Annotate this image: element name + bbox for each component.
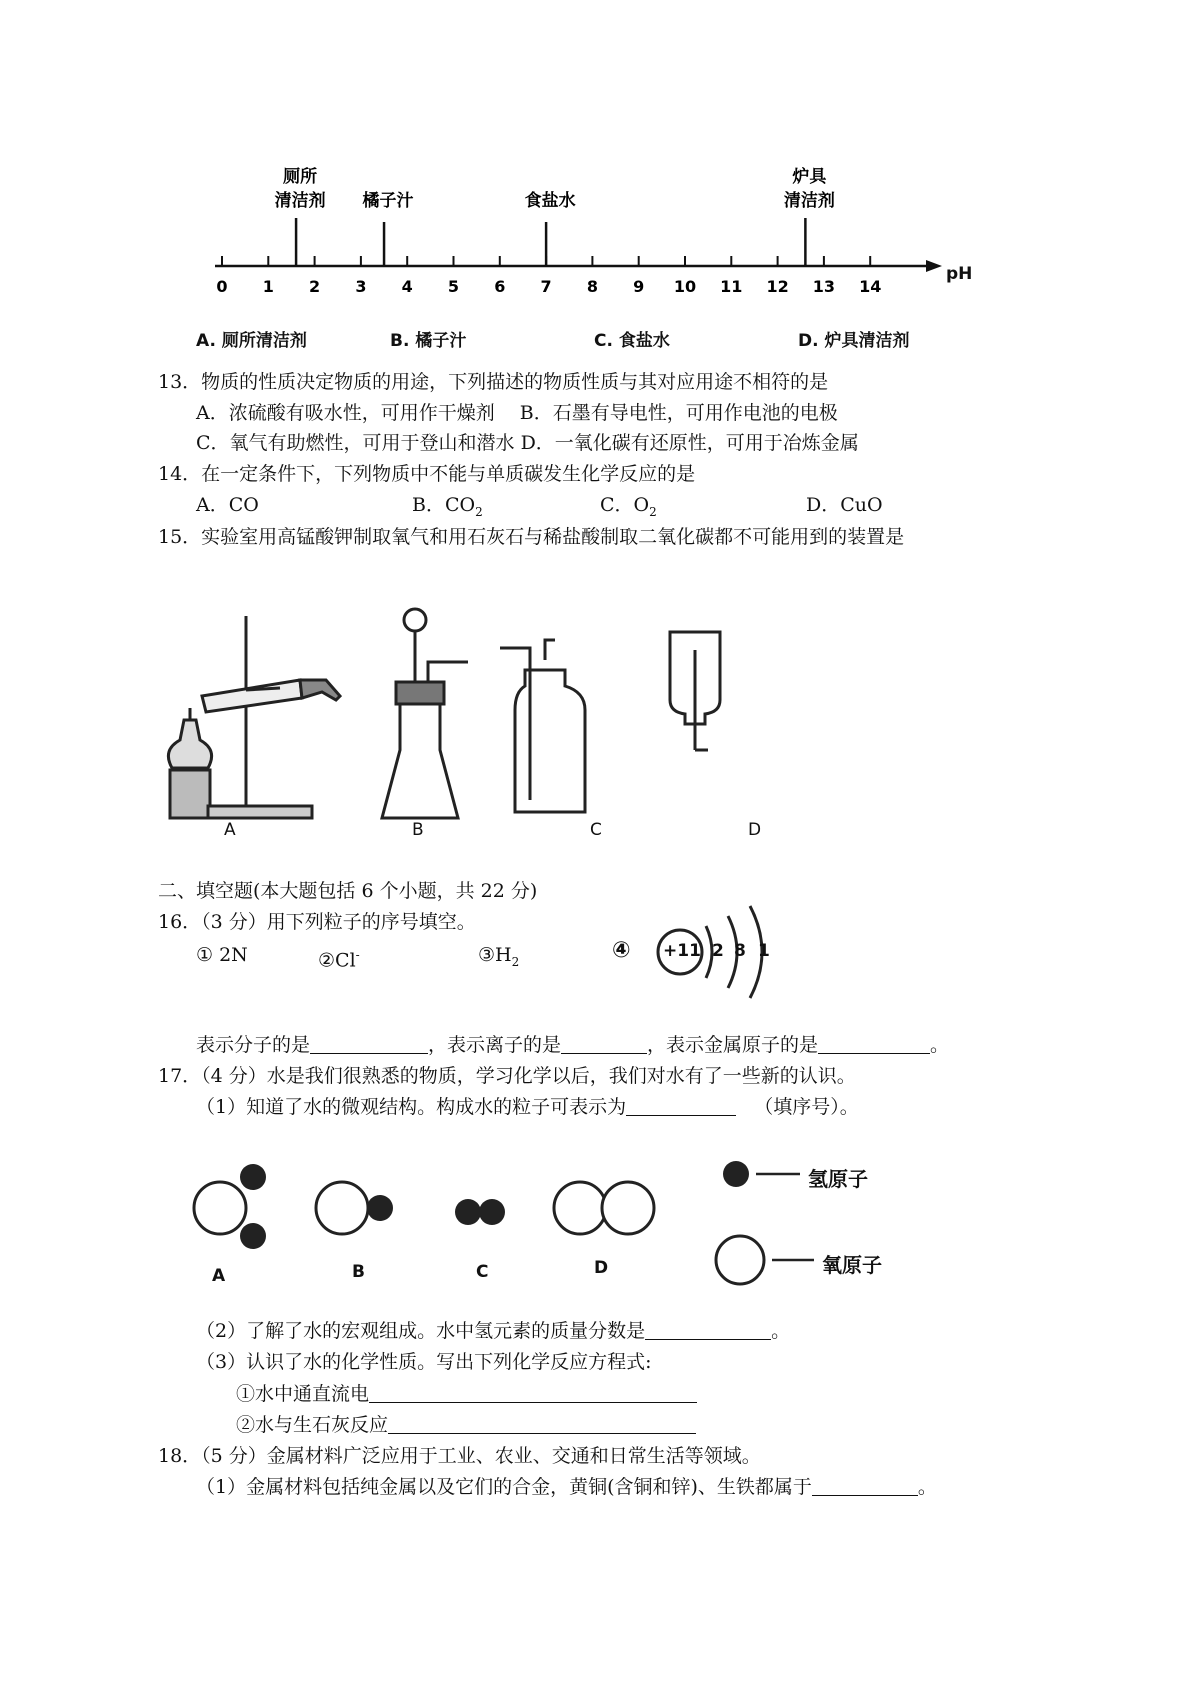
q16-stem: 16．（3 分）用下列粒子的序号填空。 (158, 911, 476, 933)
q14-option-d: D．CuO (806, 494, 883, 516)
q13-options-ab: A．浓硫酸有吸水性，可用作干燥剂 B．石墨有导电性，可用作电池的电极 (196, 402, 838, 424)
q16-fill-line: 表示分子的是 ，表示离子的是 ，表示金属原子的是 。 (196, 1034, 950, 1056)
ph-tick-label-1: 1 (262, 277, 274, 296)
apparatus-label-b: B (412, 820, 424, 840)
q17-sub-2: （2）了解了水的宏观组成。水中氢元素的质量分数是 。 (196, 1320, 791, 1342)
ph-option-a: A. 厕所清洁剂 (196, 331, 307, 351)
ph-tick-label-12: 12 (766, 277, 789, 296)
q16-blank-molecule[interactable] (310, 1033, 428, 1054)
q17-blank-quicklime[interactable] (388, 1413, 696, 1434)
apparatus-a-heating-setup (168, 616, 340, 818)
ph-tick-label-9: 9 (633, 277, 645, 296)
q14-option-b: B．$CO_2$ (412, 494, 483, 519)
ph-tick-label-3: 3 (355, 277, 367, 296)
q18-sub-1: （1）金属材料包括纯金属以及它们的合金，黄铜(含铜和锌)、生铁都属于 。 (196, 1476, 937, 1498)
apparatus-label-d: D (748, 820, 762, 840)
q16-particle-3: $③H_2$ (478, 944, 520, 969)
q16-blank-ion[interactable] (561, 1033, 647, 1054)
particle-4-number: ④ (612, 938, 631, 963)
q13-stem: 13．物质的性质决定物质的用途，下列描述的物质性质与其对应用途不相符的是 (158, 371, 829, 393)
ph-tick-label-6: 6 (494, 277, 506, 296)
q15-stem: 15．实验室用高锰酸钾制取氧气和用石灰石与稀盐酸制取二氧化碳都不可能用到的装置是 (158, 526, 905, 548)
model-label-a: A (212, 1266, 226, 1286)
q17-stem: 17．（4 分）水是我们很熟悉的物质，学习化学以后，我们对水有了一些新的认识。 (158, 1065, 856, 1087)
ph-tick-label-2: 2 (309, 277, 321, 296)
ph-scale-figure (0, 0, 1200, 300)
apparatus-d-inverted-bottle (670, 632, 720, 750)
lab-apparatus-figure (150, 600, 800, 850)
q16-particle-1: ① 2N (196, 944, 248, 966)
ph-tick-label-7: 7 (540, 277, 552, 296)
q17-blank-particle[interactable] (626, 1095, 736, 1116)
apparatus-c-gas-bottle (500, 640, 585, 812)
ph-marker-label-0: 厕所 (283, 167, 318, 187)
ph-tick-label-0: 0 (216, 277, 228, 296)
q14-option-a: A．CO (196, 494, 259, 516)
q17-sub-1: （1）知道了水的微观结构。构成水的粒子可表示为 （填序号）。 (196, 1096, 859, 1118)
q16-particle-2: ②Cl- (318, 948, 360, 972)
q13-options-cd: C．氧气有助燃性，可用于登山和潜水 D．一氧化碳有还原性，可用于冶炼金属 (196, 432, 859, 454)
model-label-d: D (594, 1258, 609, 1278)
q14-option-c: C．$O_2$ (600, 494, 657, 519)
ph-tick-label-5: 5 (447, 277, 460, 296)
ph-option-d: D. 炉具清洁剂 (798, 331, 910, 351)
ph-tick-label-14: 14 (859, 277, 882, 296)
nucleus-charge: +11 (663, 941, 701, 961)
ph-tick-label-4: 4 (401, 277, 413, 296)
q16-blank-metal-atom[interactable] (818, 1033, 930, 1054)
q17-blank-mass-fraction[interactable] (645, 1319, 771, 1340)
ph-tick-label-13: 13 (812, 277, 836, 296)
shell-1-electrons: 2 (712, 941, 724, 961)
ph-tick-label-8: 8 (586, 277, 598, 296)
ph-marker-label-1: 橘子汁 (362, 191, 414, 211)
ph-marker-label-3: 炉具 (792, 167, 827, 187)
q14-stem: 14．在一定条件下，下列物质中不能与单质碳发生化学反应的是 (158, 463, 696, 485)
ph-option-c: C. 食盐水 (594, 331, 670, 351)
ph-axis-arrow (926, 260, 942, 272)
shell-2-electrons: 8 (734, 941, 746, 961)
ph-marker-label-2: 食盐水 (524, 191, 576, 211)
ph-tick-label-11: 11 (720, 277, 743, 296)
legend-oxygen: 氧原子 (822, 1253, 882, 1277)
apparatus-label-c: C (590, 820, 602, 840)
shell-3-electrons: 1 (758, 941, 770, 961)
legend-hydrogen: 氢原子 (808, 1167, 868, 1191)
ph-marker-label-line2-3: 清洁剂 (783, 191, 835, 211)
ph-marker-label-line2-0: 清洁剂 (274, 191, 326, 211)
sodium-atom-diagram (600, 900, 810, 1010)
q17-blank-electrolysis[interactable] (369, 1382, 697, 1403)
q17-sub-3a: ①水中通直流电 (236, 1379, 697, 1409)
apparatus-b-conical-flask (382, 609, 468, 818)
q18-stem: 18．（5 分）金属材料广泛应用于工业、农业、交通和日常生活等领域。 (158, 1445, 761, 1467)
ph-axis-label: pH (946, 264, 973, 284)
ph-tick-label-10: 10 (673, 277, 697, 296)
q18-blank-category[interactable] (812, 1475, 918, 1496)
q17-sub-3: （3）认识了水的化学性质。写出下列化学反应方程式: (196, 1351, 652, 1373)
apparatus-label-a: A (224, 820, 236, 840)
q17-sub-3b: ②水与生石灰反应 (236, 1410, 696, 1440)
ph-option-b: B. 橘子汁 (390, 331, 467, 351)
model-label-b: B (352, 1262, 365, 1282)
model-label-c: C (476, 1262, 489, 1282)
section-2-title: 二、填空题(本大题包括 6 个小题，共 22 分) (158, 880, 538, 902)
